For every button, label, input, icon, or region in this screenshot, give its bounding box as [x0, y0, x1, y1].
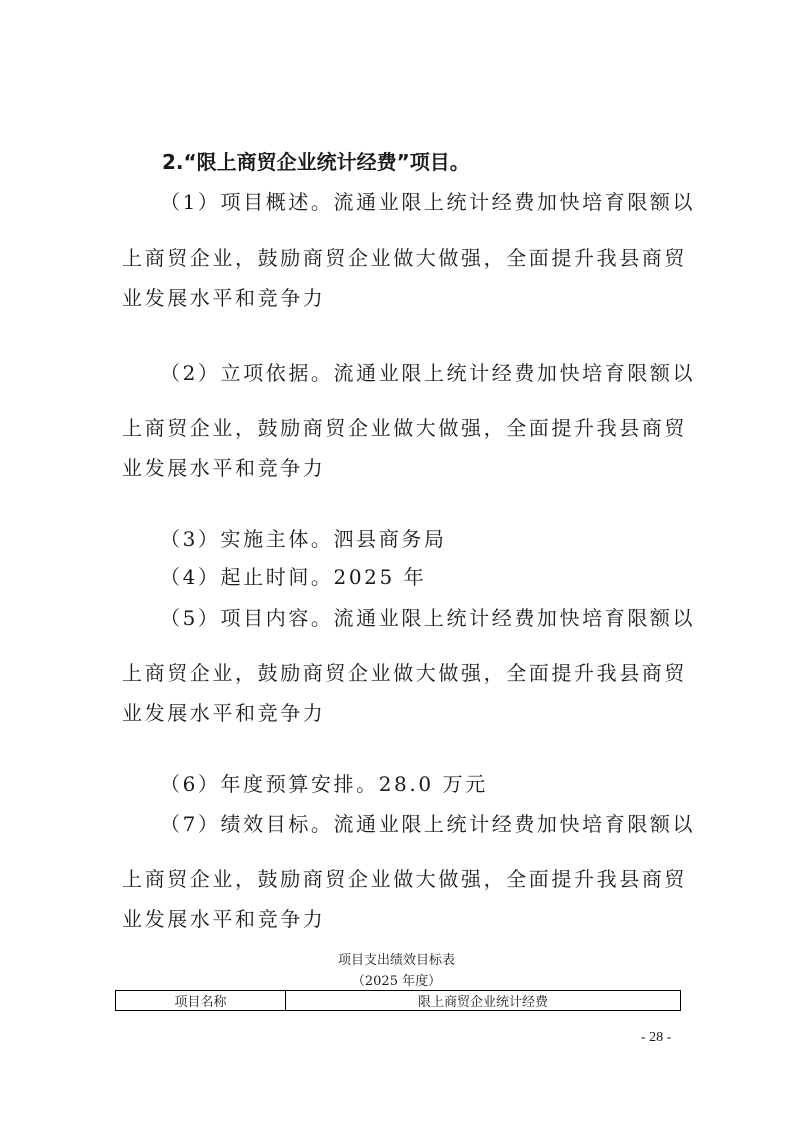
item-7-line3: 业发展水平和竞争力: [122, 907, 326, 931]
item-6: （6）年度预算安排。28.0 万元: [160, 772, 488, 796]
section-title: 2.“限上商贸企业统计经费”项目。: [162, 150, 470, 174]
page-number: - 28 -: [641, 1030, 672, 1045]
item-1-line2: 上商贸企业，鼓励商贸企业做大做强，全面提升我县商贸: [122, 246, 687, 270]
item-5-line3: 业发展水平和竞争力: [122, 701, 326, 725]
item-1-line1: （1）项目概述。流通业限上统计经费加快培育限额以: [160, 190, 696, 214]
goal-table: [115, 990, 681, 1011]
item-2-line3: 业发展水平和竞争力: [122, 456, 326, 480]
project-name-value: 限上商贸企业统计经费: [286, 991, 681, 1011]
item-5-line2: 上商贸企业，鼓励商贸企业做大做强，全面提升我县商贸: [122, 661, 687, 685]
item-5-line1: （5）项目内容。流通业限上统计经费加快培育限额以: [160, 606, 696, 630]
item-2-line1: （2）立项依据。流通业限上统计经费加快培育限额以: [160, 361, 696, 385]
project-name-label: 项目名称: [116, 991, 286, 1011]
item-3: （3）实施主体。泗县商务局: [160, 527, 447, 551]
item-7-line2: 上商贸企业，鼓励商贸企业做大做强，全面提升我县商贸: [122, 867, 687, 891]
item-2-line2: 上商贸企业，鼓励商贸企业做大做强，全面提升我县商贸: [122, 416, 687, 440]
item-1-line3: 业发展水平和竞争力: [122, 286, 326, 310]
item-4: （4）起止时间。2025 年: [160, 565, 427, 589]
item-7-line1: （7）绩效目标。流通业限上统计经费加快培育限额以: [160, 812, 696, 836]
table-row: [116, 991, 681, 1011]
table-subtitle: （2025 年度）: [351, 974, 442, 989]
table-title: 项目支出绩效目标表: [337, 953, 455, 968]
